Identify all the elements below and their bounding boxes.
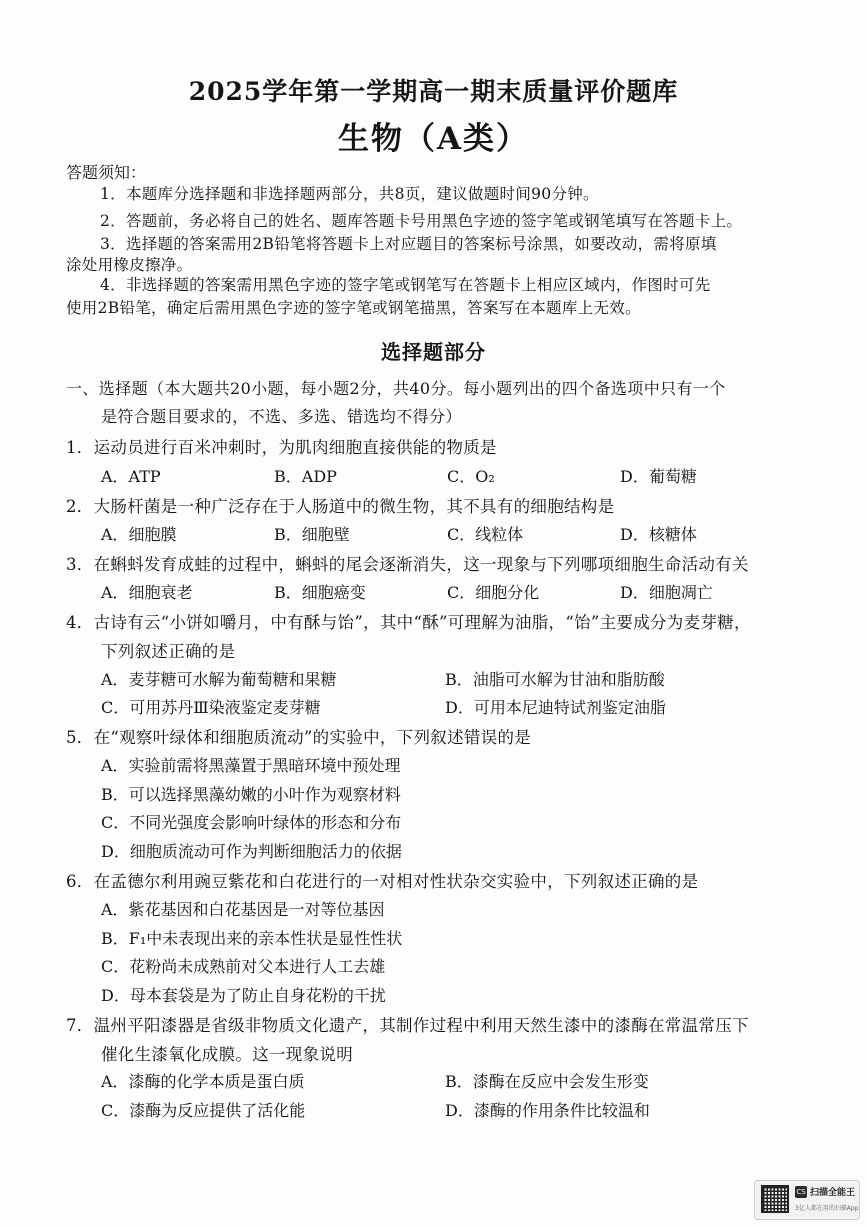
option-a: A．实验前需将黑藻置于黑暗环境中预处理 (101, 756, 401, 775)
camscanner-logo-icon: CS (796, 1188, 806, 1196)
question-stem: 1．运动员进行百米冲刺时，为肌肉细胞直接供能的物质是 (66, 438, 497, 457)
question-stem: 2．大肠杆菌是一种广泛存在于人肠道中的微生物，其不具有的细胞结构是 (66, 497, 615, 516)
question-stem: 催化生漆氧化成膜。这一现象说明 (101, 1045, 353, 1064)
option-b: B．ADP (274, 467, 337, 486)
option-c: C．细胞分化 (447, 583, 540, 602)
option-a: A．紫花基因和白花基因是一对等位基因 (101, 900, 385, 919)
section-intro: 一、选择题（本大题共20小题，每小题2分，共40分。每小题列出的四个备选项中只有一个 (66, 379, 726, 398)
option-d: D．葡萄糖 (620, 467, 697, 486)
notice-item: 4．非选择题的答案需用黑色字迹的签字笔或钢笔写在答题卡上相应区域内，作图时可先 (100, 276, 711, 294)
scanner-watermark (754, 1180, 860, 1220)
question-stem: 6．在孟德尔利用豌豆紫花和白花进行的一对相对性状杂交实验中，下列叙述正确的是 (66, 872, 699, 891)
option-a: A．细胞膜 (101, 525, 177, 544)
option-c: C．线粒体 (447, 525, 524, 544)
option-c: C．不同光强度会影响叶绿体的形态和分布 (101, 813, 402, 832)
option-d: D．可用本尼迪特试剂鉴定油脂 (445, 698, 666, 717)
notice-item: 涂处用橡皮擦净。 (66, 256, 193, 274)
option-b: B．细胞癌变 (274, 583, 366, 602)
section-title: 选择题部分 (381, 340, 486, 364)
option-b: B．漆酶在反应中会发生形变 (445, 1072, 649, 1091)
option-d: D．漆酶的作用条件比较温和 (445, 1101, 650, 1120)
notice-item: 使用2B铅笔，确定后需用黑色字迹的签字笔或钢笔描黑，答案写在本题库上无效。 (66, 299, 641, 317)
question-stem: 5．在“观察叶绿体和细胞质流动”的实验中，下列叙述错误的是 (66, 728, 532, 747)
option-a: A．麦芽糖可水解为葡萄糖和果糖 (101, 670, 337, 689)
notice-item: 1．本题库分选择题和非选择题两部分，共8页，建议做题时间90分钟。 (100, 185, 599, 203)
option-d: D．细胞质流动可作为判断细胞活力的依据 (101, 842, 402, 861)
notice-heading: 答题须知： (66, 163, 147, 182)
option-c: C．可用苏丹Ⅲ染液鉴定麦芽糖 (101, 698, 321, 717)
section-intro: 是符合题目要求的，不选、多选、错选均不得分） (101, 407, 462, 426)
option-b: B．F₁中未表现出来的亲本性状是显性性状 (101, 929, 403, 948)
option-a: A．ATP (101, 467, 161, 486)
option-b: B．油脂可水解为甘油和脂肪酸 (445, 670, 665, 689)
question-stem: 4．古诗有云“小饼如嚼月，中有酥与饴”，其中“酥”可理解为油脂，“饴”主要成分为麦芽糖， (66, 613, 751, 632)
option-c: C．漆酶为反应提供了活化能 (101, 1101, 306, 1120)
qr-code-icon (761, 1185, 789, 1213)
option-b: B．可以选择黑藻幼嫩的小叶作为观察材料 (101, 785, 401, 804)
option-c: C．O₂ (447, 467, 495, 486)
option-c: C．花粉尚未成熟前对父本进行人工去雄 (101, 957, 386, 976)
notice-item: 3．选择题的答案需用2B铅笔将答题卡上对应题目的答案标号涂黑，如要改动，需将原填 (100, 235, 717, 253)
option-d: D．细胞凋亡 (620, 583, 713, 602)
question-stem: 下列叙述正确的是 (101, 642, 236, 661)
exam-subtitle: 生物（A类） (337, 121, 530, 157)
question-stem: 7．温州平阳漆器是省级非物质文化遗产，其制作过程中利用天然生漆中的漆酶在常温常压下 (66, 1016, 749, 1035)
option-a: A．细胞衰老 (101, 583, 193, 602)
option-d: D．母本套袋是为了防止自身花粉的干扰 (101, 986, 386, 1005)
option-b: B．细胞壁 (274, 525, 350, 544)
exam-title: 2025学年第一学期高一期末质量评价题库 (188, 77, 679, 106)
watermark-tagline: 3亿人都在用的扫描App (795, 1205, 859, 1212)
notice-item: 2．答题前，务必将自己的姓名、题库答题卡号用黑色字迹的签字笔或钢笔填写在答题卡上。 (100, 212, 743, 230)
question-stem: 3．在蝌蚪发育成蛙的过程中，蝌蚪的尾会逐渐消失，这一现象与下列哪项细胞生命活动有关 (66, 555, 749, 574)
watermark-name: 扫描全能王 (810, 1188, 856, 1198)
option-a: A．漆酶的化学本质是蛋白质 (101, 1072, 305, 1091)
option-d: D．核糖体 (620, 525, 697, 544)
